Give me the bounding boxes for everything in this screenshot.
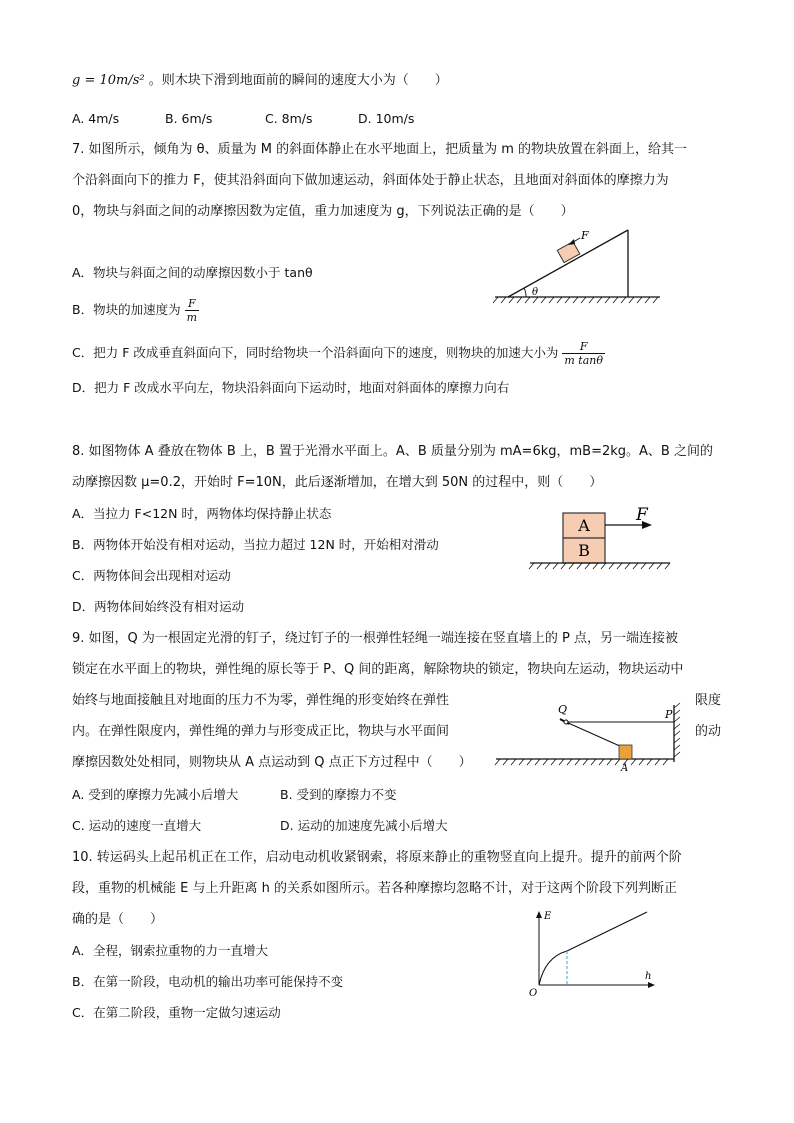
x-axis-arrow [648, 982, 655, 988]
q8-stem-text-1: 8. 如图物体 A 叠放在物体 B 上，B 置于光滑水平面上。A、B 质量分别为 mA=6kg，mB=2kg。A、B 之间的 [72, 444, 713, 459]
nail-head [564, 720, 568, 724]
q6-line [72, 72, 448, 90]
q7-stem-line-1: 7. 如图所示，倾角为 θ、质量为 M 的斜面体静止在水平地面上，把质量为 m 的物块放置在斜面上，给其一 [72, 142, 688, 157]
nail-label-q: Q [558, 703, 568, 716]
q10-stem-line-3: 确的是（ ） [72, 912, 164, 927]
floor-hatch [495, 759, 668, 765]
energy-curve-stage-1 [539, 951, 567, 985]
small-block [619, 745, 632, 759]
q9-option-a: A. 受到的摩擦力先减小后增大 [72, 787, 239, 802]
q7-option-c-num: F [562, 340, 605, 354]
q8-option-c: C．两物体间会出现相对运动 [72, 568, 231, 583]
origin-label: O [529, 988, 538, 999]
q7-option-c [72, 336, 605, 370]
q9-stem-line-2: 锁定在水平面上的物块，弹性绳的原长等于 P、Q 间的距离，解除物块的锁定，物块向左运动，物块运动中 [72, 662, 684, 677]
ground-hatch [493, 297, 658, 303]
y-axis-label: E [544, 911, 552, 922]
angle-label: θ [532, 287, 539, 298]
q8-stem-line-2: 动摩擦因数 μ=0.2，开始时 F=10N，此后逐渐增加，在增大到 50N 的过程中，则（ ） [72, 475, 603, 490]
q9-rope-figure [494, 702, 689, 774]
q6-option-c: C. 8m/s [265, 111, 313, 126]
q6-option-b: B. 6m/s [165, 111, 213, 126]
q7-incline-figure [490, 225, 665, 310]
q9-stem-line-4-left: 内。在弹性限度内，弹性绳的弹力与形变成正比，物块与水平面间 [72, 724, 450, 739]
block-b-label: B [578, 541, 590, 560]
angle-arc [524, 288, 526, 297]
floor-hatch [529, 563, 670, 569]
block-a-label: A [578, 516, 590, 535]
q8-option-a: A．当拉力 F<12N 时，两物体均保持静止状态 [72, 506, 332, 521]
q6-formula: g = 10m/s² [72, 73, 145, 88]
q9-stem-line-4-right: 的动 [695, 724, 722, 739]
q7-stem-line-3: 0，物块与斜面之间的动摩擦因数为定值，重力加速度为 g，下列说法正确的是（ ） [72, 204, 574, 219]
q10-option-c: C．在第二阶段，重物一定做匀速运动 [72, 1005, 281, 1020]
q7-option-b-prefix: B．物块的加速度为 [72, 302, 181, 317]
q9-option-b: B. 受到的摩擦力不变 [280, 787, 397, 802]
q8-blocks-figure [528, 503, 673, 575]
q7-stem-line-2: 个沿斜面向下的推力 F，使其沿斜面向下做加速运动，斜面体处于静止状态，且地面对斜面体的摩擦力为 [72, 173, 669, 188]
y-axis-arrow [536, 911, 542, 918]
q7-option-c-den: m tanθ [564, 354, 603, 367]
q7-option-a: A．物块与斜面之间的动摩擦因数小于 tanθ [72, 265, 313, 280]
x-axis-label: h [645, 971, 652, 982]
rope-lower [566, 722, 622, 747]
wall-hatch [674, 703, 680, 757]
pull-force-label: F [636, 505, 648, 525]
q7-option-c-prefix: C．把力 F 改成垂直斜面向下，同时给物块一个沿斜面向下的速度，则物块的加速大小为 [72, 345, 559, 360]
q9-stem-line-3-right: 限度 [695, 693, 722, 708]
point-label-p: P [665, 708, 673, 721]
q6-line-tail: 。则木块下滑到地面前的瞬间的速度大小为（ ） [148, 73, 448, 88]
q10-option-a: A．全程，钢索拉重物的力一直增大 [72, 943, 269, 958]
q10-stem-line-1: 10. 转运码头上起吊机正在工作，启动电动机收紧钢索，将原来静止的重物竖直向上提升。提升的前两个阶 [72, 850, 682, 865]
energy-line-stage-2 [567, 912, 647, 951]
q9-stem-line-1: 9. 如图，Q 为一根固定光滑的钉子，绕过钉子的一根弹性轻绳一端连接在竖直墙上的 P 点，另一端连接被 [72, 631, 679, 646]
q7-option-b-den: m [186, 311, 197, 324]
q7-option-b-fraction [185, 297, 199, 324]
q8-option-b: B．两物体开始没有相对运动，当拉力超过 12N 时，开始相对滑动 [72, 537, 439, 552]
q9-stem-line-5: 摩擦因数处处相同，则物块从 A 点运动到 Q 点正下方过程中（ ） [72, 755, 472, 770]
q10-option-b: B．在第一阶段，电动机的输出功率可能保持不变 [72, 974, 344, 989]
q7-option-d: D．把力 F 改成水平向左，物块沿斜面向下运动时，地面对斜面体的摩擦力向右 [72, 380, 510, 395]
q7-option-b-num: F [185, 297, 199, 311]
force-label: F [581, 229, 589, 242]
point-label-a: A [621, 763, 629, 774]
force-arrow-head [568, 239, 575, 245]
q6-option-a: A. 4m/s [72, 111, 120, 126]
q7-option-c-fraction [562, 340, 605, 367]
incline-slope [508, 230, 628, 297]
q10-stem-line-2: 段，重物的机械能 E 与上升距离 h 的关系如图所示。若各种摩擦均忽略不计，对于这两个阶段下列判断正 [72, 881, 677, 896]
q8-option-d: D．两物体间始终没有相对运动 [72, 599, 245, 614]
q10-energy-graph [525, 905, 660, 1000]
q9-option-d: D. 运动的加速度先减小后增大 [280, 818, 448, 833]
q6-option-d: D. 10m/s [358, 111, 415, 126]
q7-option-b [72, 293, 199, 327]
q9-option-c: C. 运动的速度一直增大 [72, 818, 202, 833]
q9-stem-line-3-left: 始终与地面接触且对地面的压力不为零，弹性绳的形变始终在弹性 [72, 693, 450, 708]
q8-stem-line-1 [72, 443, 713, 461]
